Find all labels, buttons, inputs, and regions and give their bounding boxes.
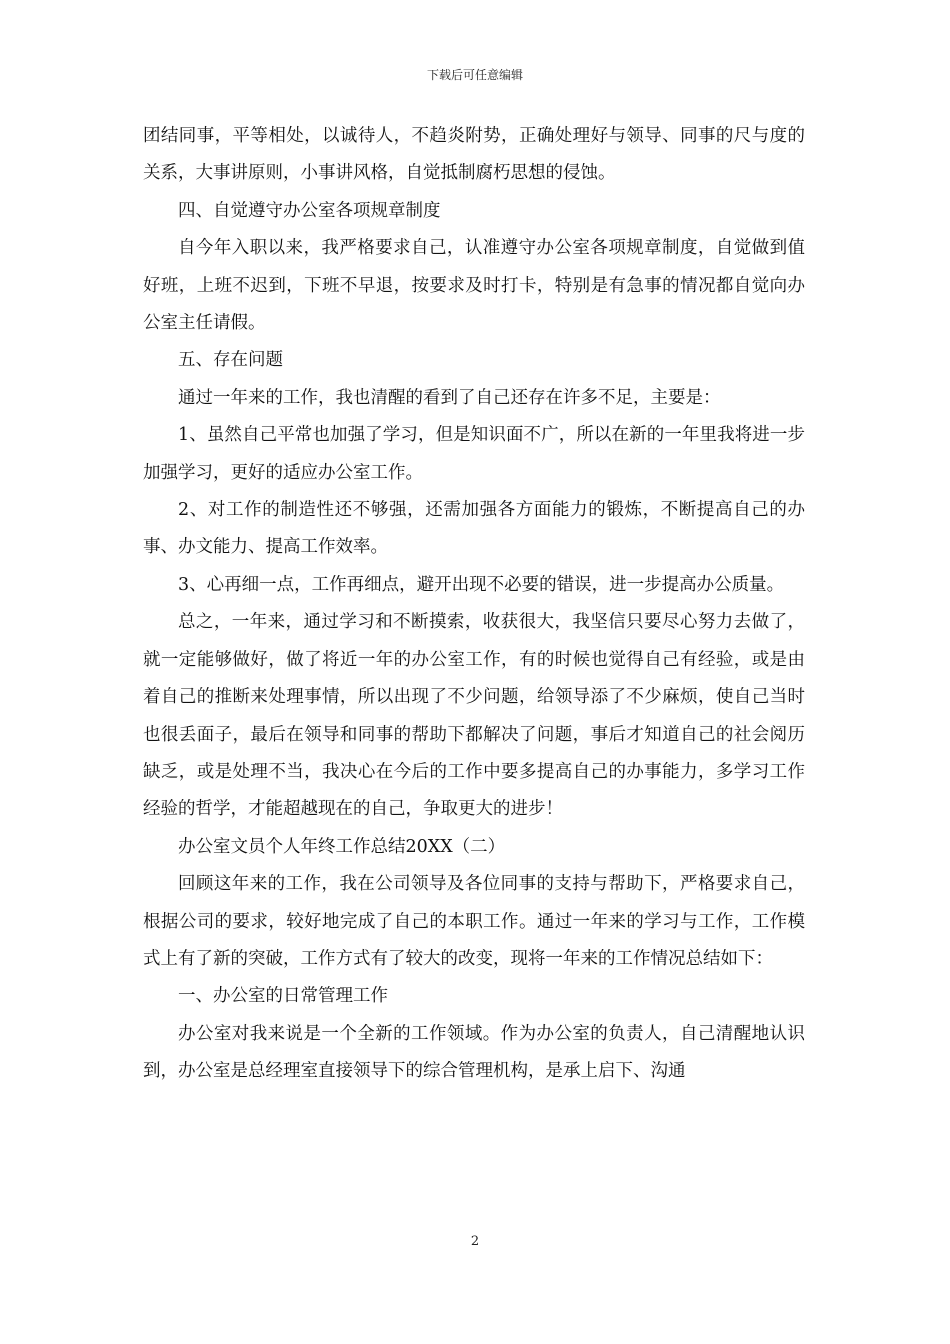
- paragraph: 通过一年来的工作，我也清醒的看到了自己还存在许多不足，主要是：: [178, 387, 721, 408]
- section-heading: 四、自觉遵守办公室各项规章制度: [178, 200, 441, 221]
- paragraph: 自今年入职以来，我严格要求自己，认准遵守办公室各项规章制度，自觉做到值好班，上班不迟到，下班不早退，按要求及时打卡，特别是有急事的情况都自觉向办公室主任请假。: [143, 238, 805, 334]
- paragraph: 团结同事，平等相处，以诚待人，不趋炎附势，正确处理好与领导、同事的尺与度的关系，大事讲原则，小事讲风格，自觉抵制腐朽思想的侵蚀。: [143, 126, 805, 184]
- document-body: [143, 118, 805, 1091]
- list-item: 1、虽然自己平常也加强了学习，但是知识面不广，所以在新的一年里我将进一步加强学习，更好的适应办公室工作。: [143, 425, 805, 483]
- paragraph: 办公室对我来说是一个全新的工作领域。作为办公室的负责人，自己清醒地认识到，办公室是总经理室直接领导下的综合管理机构，是承上启下、沟通: [143, 1023, 805, 1082]
- page-number: 2: [470, 1234, 480, 1249]
- list-item: 3、心再细一点，工作再细点，避开出现不必要的错误，进一步提高办公质量。: [178, 574, 785, 595]
- section-heading: 一、办公室的日常管理工作: [178, 986, 388, 1007]
- document-title: 办公室文员个人年终工作总结20XX（二）: [178, 836, 506, 857]
- list-item: 2、对工作的制造性还不够强，还需加强各方面能力的锻炼，不断提高自己的办事、办文能力、提高工作效率。: [143, 500, 805, 558]
- page-header: 下载后可任意编辑: [426, 68, 523, 82]
- paragraph: 总之，一年来，通过学习和不断摸索，收获很大，我坚信只要尽心努力去做了，就一定能够做好，做了将近一年的办公室工作，有的时候也觉得自己有经验，或是由着自己的推断来处理事情，所以出现了不少问题，给领导添了不少麻烦，使自己当时也很丢面子，最后在领导和同事的帮助下都解决了问题，事后才知道自己的社会阅历缺乏，或是处理不当，我决心在今后的工作中要多提高自己的办事能力，多学习工作经验的哲学，才能超越现在的自己，争取更大的进步！: [143, 612, 805, 820]
- paragraph: 回顾这年来的工作，我在公司领导及各位同事的支持与帮助下，严格要求自己，根据公司的要求，较好地完成了自己的本职工作。通过一年来的学习与工作，工作模式上有了新的突破，工作方式有了较大的改变，现将一年来的工作情况总结如下：: [143, 874, 805, 969]
- section-heading: 五、存在问题: [178, 350, 283, 371]
